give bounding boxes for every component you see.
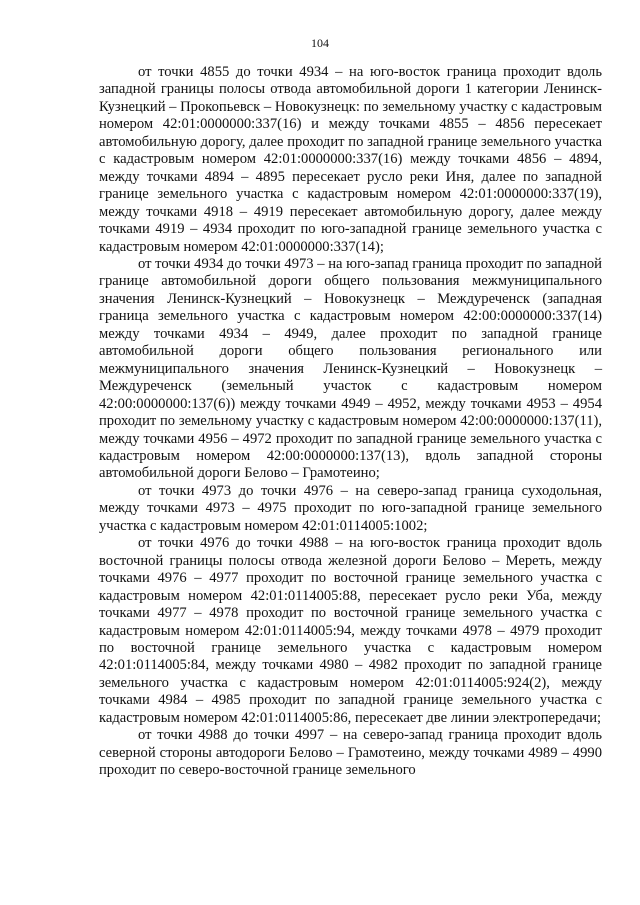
paragraph: от точки 4976 до точки 4988 – на юго-восток граница проходит вдоль восточной границы полосы отвода железной дороги Белово – Мереть, между точками 4976 – 4977 проходит по восточной границе земельного участка с кадастровым номером 42:01:0114005:88, пересекает русло реки Уба, между точками 4977 – 4978 проходит по восточной границе земельного участка с кадастровым номером 42:01:0114005:94, между точками 4978 – 4979 проходит по восточной границе земельного участка с кадастровым номером 42:01:0114005:84, между точками 4980 – 4982 проходит по западной границе земельного участка с кадастровым номером 42:01:0114005:924(2), между точками 4984 – 4985 проходит по западной границе земельного участка с кадастровым номером 42:01:0114005:86, пересекает две линии электропередачи; <box>99 535 602 726</box>
paragraph: от точки 4855 до точки 4934 – на юго-восток граница проходит вдоль западной границы полосы отвода автомобильной дороги 1 категории Ленинск-Кузнецкий – Прокопьевск – Новокузнецк: по земельному участку с кадастровым номером 42:01:0000000:337(16) и между точками 4855 – 4856 пересекает автомобильную дорогу, далее проходит по западной границе земельного участка с кадастровым номером 42:01:0000000:337(16) между точками 4856 – 4894, между точками 4894 – 4895 пересекает русло реки Иня, далее по западной границе земельного участка с кадастровым номером 42:01:0000000:337(19), между точками 4918 – 4919 пересекает автомобильную дорогу, далее между точками 4919 – 4934 проходит по юго-западной границе земельного участка с кадастровым номером 42:01:0000000:337(14); <box>99 64 602 255</box>
paragraph: от точки 4988 до точки 4997 – на северо-запад граница проходит вдоль северной стороны автодороги Белово – Грамотеино, между точками 4989 – 4990 проходит по северо-восточной границе земельного <box>99 727 602 779</box>
document-body <box>99 64 602 780</box>
paragraph: от точки 4973 до точки 4976 – на северо-запад граница суходольная, между точками 4973 – 4975 проходит по юго-западной границе земельного участка с кадастровым номером 42:01:0114005:1002; <box>99 482 602 534</box>
paragraph: от точки 4934 до точки 4973 – на юго-запад граница проходит по западной границе автомобильной дороги общего пользования межмуниципального значения Ленинск-Кузнецкий – Новокузнецк – Междуреченск (западная граница земельного участка с кадастровым номером 42:00:0000000:337(14) между точками 4934 – 4949, далее проходит по западной границе автомобильной дороги общего пользования регионального или межмуниципального значения Ленинск-Кузнецкий – Новокузнецк – Междуреченск (земельный участок с кадастровым номером 42:00:0000000:137(6)) между точками 4949 – 4952, между точками 4953 – 4954 проходит по земельному участку с кадастровым номером 42:00:0000000:137(11), между точками 4956 – 4972 проходит по западной границе земельного участка с кадастровым номером 42:00:0000000:137(13), вдоль западной стороны автомобильной дороги Белово – Грамотеино; <box>99 255 602 482</box>
page-number: 104 <box>311 36 329 50</box>
